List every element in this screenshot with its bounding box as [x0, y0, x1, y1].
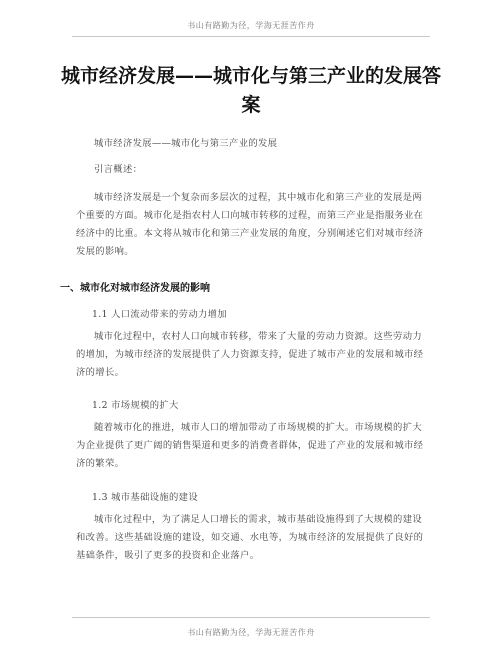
intro-label: 引言概述：	[94, 164, 143, 175]
subsection-title-1-2: 1.2 市场规模的扩大	[92, 400, 179, 411]
header-divider	[72, 36, 430, 37]
document-title: 城市经济发展——城市化与第三产业的发展答案	[60, 65, 441, 116]
subsection-title-1-1: 1.1 人口流动带来的劳动力增加	[92, 309, 227, 320]
intro-paragraph: 城市经济发展是一个复杂而多层次的过程，其中城市化和第三产业的发展是两个重要的方面。城市化是指农村人口向城市转移的过程，而第三产业是指服务业在经济中的比重。本文将从城市化和第三产业发展的角度，分别阐述它们对城市经济发展的影响。	[76, 192, 424, 257]
document-subtitle: 城市经济发展——城市化与第三产业的发展	[94, 138, 278, 149]
page-header: 书山有路勤为径，学海无涯苦作舟	[187, 21, 315, 30]
subsection-title-1-3: 1.3 城市基础设施的建设	[92, 492, 198, 503]
subsection-text-1-3: 城市化过程中，为了满足人口增长的需求，城市基础设施得到了大规模的建设和改善。这些基础设施的建设，如交通、水电等，为城市经济的发展提供了良好的基础条件，吸引了更多的投资和企业落户。	[76, 514, 424, 561]
subsection-text-1-1: 城市化过程中，农村人口向城市转移，带来了大量的劳动力资源。这些劳动力的增加，为城市经济的发展提供了人力资源支持，促进了城市产业的发展和城市经济的增长。	[76, 331, 424, 378]
section-heading-1: 一、城市化对城市经济发展的影响	[60, 283, 210, 294]
footer-divider	[72, 617, 430, 618]
page-footer: 书山有路勤为径，学海无涯苦作舟	[187, 628, 315, 637]
subsection-text-1-2: 随着城市化的推进，城市人口的增加带动了市场规模的扩大。市场规模的扩大为企业提供了更广阔的销售渠道和更多的消费者群体，促进了产业的发展和城市经济的繁荣。	[76, 422, 424, 469]
